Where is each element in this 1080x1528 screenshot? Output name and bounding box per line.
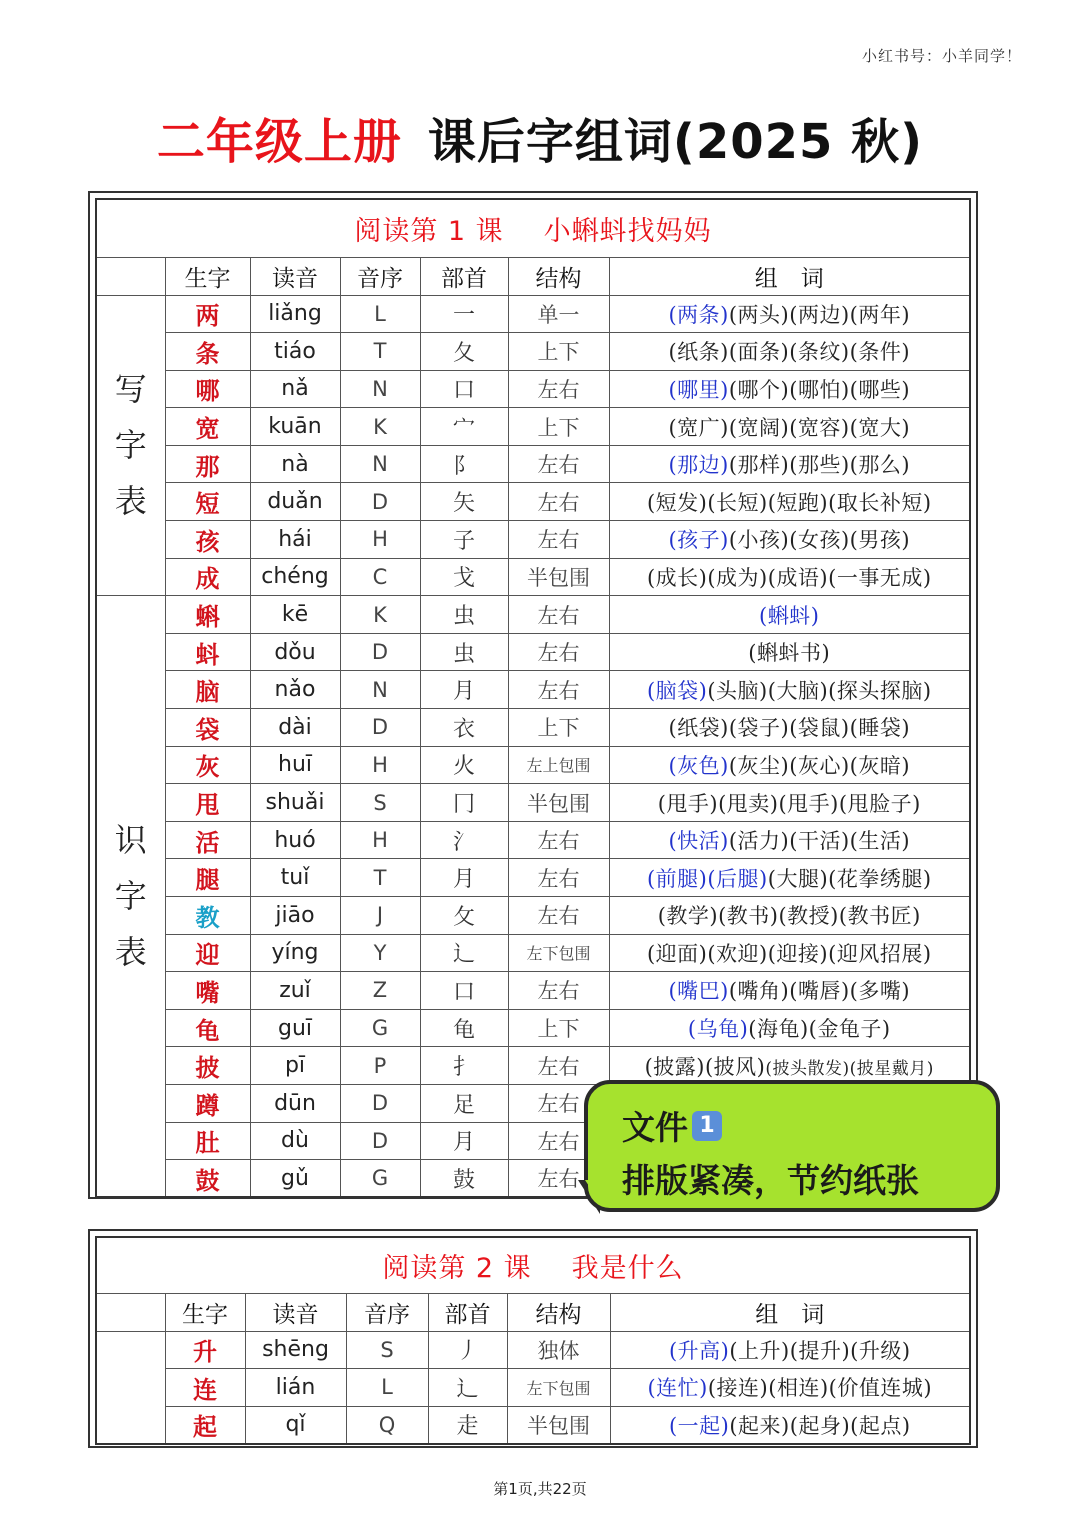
- radical-cell: 一: [420, 295, 508, 333]
- header-structure: 结构: [507, 1293, 610, 1331]
- order-cell: K: [340, 408, 420, 446]
- callout-line-1: [622, 1102, 996, 1149]
- other-words: (宽广)(宽阔)(宽容)(宽大): [668, 415, 911, 440]
- other-words: (起来)(起身)(起点): [729, 1413, 911, 1438]
- table-row: [96, 1369, 970, 1407]
- order-cell: Y: [340, 934, 420, 972]
- section-write-char: 表: [114, 482, 147, 521]
- other-words: (披露)(披风): [644, 1054, 766, 1079]
- lesson-1-frame: [88, 191, 978, 1199]
- table-row: [96, 709, 970, 747]
- structure-cell: 左右: [508, 859, 609, 897]
- table-row: [96, 1047, 970, 1085]
- order-cell: N: [340, 671, 420, 709]
- radical-cell: 冂: [420, 784, 508, 822]
- words-cell: [609, 633, 970, 671]
- pinyin-cell: jiāo: [250, 897, 340, 935]
- radical-cell: 鼓: [420, 1160, 508, 1198]
- other-words: (头脑)(大脑)(探头探脑): [707, 678, 932, 703]
- order-cell: T: [340, 333, 420, 371]
- section-write-char: 字: [114, 426, 147, 465]
- char-cell: 肚: [165, 1122, 250, 1160]
- header-pinyin: 读音: [245, 1293, 346, 1331]
- radical-cell: 戈: [420, 558, 508, 596]
- lesson-1-column-headers: [96, 257, 970, 295]
- order-cell: K: [340, 596, 420, 634]
- order-cell: L: [340, 295, 420, 333]
- radical-cell: 月: [420, 671, 508, 709]
- structure-cell: 左右: [508, 821, 609, 859]
- table-row: [96, 671, 970, 709]
- words-cell: [609, 934, 970, 972]
- highlight-words: (连忙): [647, 1376, 708, 1401]
- pinyin-cell: dūn: [250, 1084, 340, 1122]
- table-row: [96, 521, 970, 559]
- char-cell: 升: [165, 1331, 245, 1369]
- pinyin-cell: tiáo: [250, 333, 340, 371]
- highlight-words: (那边): [668, 453, 729, 478]
- radical-cell: 口: [420, 972, 508, 1010]
- char-cell: 两: [165, 295, 250, 333]
- order-cell: G: [340, 1160, 420, 1198]
- radical-cell: 龟: [420, 1009, 508, 1047]
- order-cell: D: [340, 1122, 420, 1160]
- pinyin-cell: zuǐ: [250, 972, 340, 1010]
- radical-cell: 火: [420, 746, 508, 784]
- radical-cell: 辶: [428, 1369, 507, 1407]
- highlight-words: (孩子): [668, 528, 729, 553]
- header-structure: 结构: [508, 257, 609, 295]
- watermark: 小红书号：小羊同学！: [861, 47, 1022, 65]
- radical-cell: 夂: [420, 333, 508, 371]
- pinyin-cell: dài: [250, 709, 340, 747]
- char-cell: 教: [165, 897, 250, 935]
- page-footer: 第1页,共22页: [493, 1480, 587, 1498]
- char-cell: 迎: [165, 934, 250, 972]
- structure-cell: 左右: [508, 633, 609, 671]
- header-order: 音序: [346, 1293, 428, 1331]
- structure-cell: 上下: [508, 1009, 609, 1047]
- pinyin-cell: kuān: [250, 408, 340, 446]
- highlight-words: (哪里): [668, 377, 729, 402]
- order-cell: S: [340, 784, 420, 822]
- lesson-2-subtitle: 我是什么: [571, 1252, 684, 1284]
- highlight-words: (一起): [668, 1413, 730, 1438]
- words-cell: [609, 333, 970, 371]
- radical-cell: 宀: [420, 408, 508, 446]
- words-cell: [609, 521, 970, 559]
- words-cell: [609, 596, 970, 634]
- pinyin-cell: gǔ: [250, 1160, 340, 1198]
- radical-cell: 扌: [420, 1047, 508, 1085]
- highlight-words: (脑袋): [646, 678, 708, 703]
- pinyin-cell: yíng: [250, 934, 340, 972]
- char-cell: 甩: [165, 784, 250, 822]
- structure-cell: 上下: [508, 408, 609, 446]
- pinyin-cell: duǎn: [250, 483, 340, 521]
- lesson-2-header: [96, 1237, 970, 1293]
- highlight-words: (两条): [668, 302, 729, 327]
- order-cell: L: [346, 1369, 428, 1407]
- header-words: 组 词: [609, 257, 970, 295]
- char-cell: 短: [165, 483, 250, 521]
- radical-cell: 阝: [420, 445, 508, 483]
- words-cell: [609, 746, 970, 784]
- other-words: (上升)(提升)(升级): [729, 1338, 911, 1363]
- radical-cell: 月: [420, 1122, 508, 1160]
- lesson-2-frame: [88, 1229, 978, 1448]
- words-cell: [609, 483, 970, 521]
- char-cell: 袋: [165, 709, 250, 747]
- header-blank: [96, 257, 165, 295]
- char-cell: 灰: [165, 746, 250, 784]
- table-row: [96, 483, 970, 521]
- char-cell: 哪: [165, 370, 250, 408]
- lesson-2-title: [96, 1237, 970, 1293]
- table-row: [96, 972, 970, 1010]
- other-words: (教学)(教书)(教授)(教书匠): [657, 904, 921, 929]
- order-cell: D: [340, 633, 420, 671]
- pinyin-cell: dǒu: [250, 633, 340, 671]
- lesson-1-header: [96, 199, 970, 257]
- section-blank: [96, 1331, 165, 1444]
- title-topic: 课后字组词(2025 秋): [427, 114, 924, 170]
- char-cell: 那: [165, 445, 250, 483]
- pinyin-cell: nǎo: [250, 671, 340, 709]
- header-pinyin: 读音: [250, 257, 340, 295]
- table-row: [96, 370, 970, 408]
- structure-cell: 左右: [508, 521, 609, 559]
- table-row: [96, 445, 970, 483]
- structure-cell: 左右: [508, 1160, 609, 1198]
- other-words: (大腿)(花拳绣腿): [767, 866, 932, 891]
- structure-cell: 左右: [508, 370, 609, 408]
- table-row: [96, 295, 970, 333]
- words-cell: [609, 709, 970, 747]
- words-cell: [610, 1369, 970, 1407]
- pinyin-cell: huó: [250, 821, 340, 859]
- table-row: [96, 1331, 970, 1369]
- highlight-words: (嘴巴): [668, 979, 729, 1004]
- words-cell: [609, 859, 970, 897]
- words-cell: [609, 1047, 970, 1085]
- words-cell: [609, 558, 970, 596]
- lesson-1-table: [95, 198, 971, 1198]
- table-row: [96, 633, 970, 671]
- callout-line-2: 排版紧凑，节约纸张: [622, 1161, 919, 1200]
- words-cell: [609, 972, 970, 1010]
- section-read: [96, 596, 165, 1198]
- words-cell: [609, 408, 970, 446]
- table-row: [96, 596, 970, 634]
- pinyin-cell: tuǐ: [250, 859, 340, 897]
- pinyin-cell: huī: [250, 746, 340, 784]
- table-row: [96, 1406, 970, 1444]
- pinyin-cell: nǎ: [250, 370, 340, 408]
- header-radical: 部首: [428, 1293, 507, 1331]
- structure-cell: 半包围: [508, 558, 609, 596]
- order-cell: J: [340, 897, 420, 935]
- structure-cell: 左右: [508, 483, 609, 521]
- callout-file-label: 文件: [622, 1108, 688, 1147]
- other-words: (甩手)(甩卖)(甩手)(甩脸子): [657, 791, 921, 816]
- structure-cell: 左右: [508, 445, 609, 483]
- header-words: 组 词: [610, 1293, 970, 1331]
- words-cell: [609, 295, 970, 333]
- radical-cell: 氵: [420, 821, 508, 859]
- order-cell: N: [340, 370, 420, 408]
- char-cell: 孩: [165, 521, 250, 559]
- other-words: (接连)(相连)(价值连城): [707, 1376, 933, 1401]
- highlight-words: (灰色): [668, 753, 729, 778]
- radical-cell: 衣: [420, 709, 508, 747]
- lesson-1-title: [96, 199, 970, 257]
- page-title: [0, 103, 1080, 172]
- structure-cell: 左上包围: [508, 746, 609, 784]
- highlight-words: (蝌蚪): [759, 603, 820, 628]
- structure-cell: 上下: [508, 333, 609, 371]
- radical-cell: 走: [428, 1406, 507, 1444]
- radical-cell: 足: [420, 1084, 508, 1122]
- table-row: [96, 784, 970, 822]
- order-cell: N: [340, 445, 420, 483]
- header-blank: [96, 1293, 165, 1331]
- highlight-words: (升高): [668, 1338, 730, 1363]
- section-read-char: 字: [114, 877, 147, 916]
- words-cell: [609, 784, 970, 822]
- words-cell: [609, 1009, 970, 1047]
- char-cell: 活: [165, 821, 250, 859]
- structure-cell: 半包围: [508, 784, 609, 822]
- words-cell: [609, 821, 970, 859]
- other-words: (蝌蚪书): [748, 641, 831, 666]
- char-cell: 脑: [165, 671, 250, 709]
- radical-cell: 月: [420, 859, 508, 897]
- highlight-words: (快活): [668, 829, 729, 854]
- radical-cell: 口: [420, 370, 508, 408]
- other-words: (哪个)(哪怕)(哪些): [728, 377, 911, 402]
- table-row: [96, 333, 970, 371]
- pinyin-cell: kē: [250, 596, 340, 634]
- structure-cell: 上下: [508, 709, 609, 747]
- order-cell: Z: [340, 972, 420, 1010]
- lesson-1-name: 阅读第 1 课: [354, 215, 504, 247]
- section-read-char: 表: [114, 933, 147, 972]
- number-one-icon: 1: [692, 1111, 722, 1141]
- char-cell: 披: [165, 1047, 250, 1085]
- table-row: [96, 408, 970, 446]
- section-write-char: 写: [114, 370, 147, 409]
- structure-cell: 左右: [508, 1084, 609, 1122]
- header-radical: 部首: [420, 257, 508, 295]
- char-cell: 蝌: [165, 596, 250, 634]
- other-words: (那样)(那些)(那么): [728, 453, 911, 478]
- order-cell: G: [340, 1009, 420, 1047]
- other-words-small: (披头散发)(披星戴月): [765, 1058, 934, 1079]
- words-cell: [609, 370, 970, 408]
- lesson-2-name: 阅读第 2 课: [382, 1252, 532, 1284]
- structure-cell: 左右: [508, 1122, 609, 1160]
- other-words: (活力)(干活)(生活): [728, 829, 911, 854]
- lesson-1-subtitle: 小蝌蚪找妈妈: [543, 215, 712, 247]
- pinyin-cell: hái: [250, 521, 340, 559]
- char-cell: 条: [165, 333, 250, 371]
- pinyin-cell: chéng: [250, 558, 340, 596]
- char-cell: 蚪: [165, 633, 250, 671]
- other-words: (成长)(成为)(成语)(一事无成): [646, 565, 932, 590]
- structure-cell: 左下包围: [507, 1369, 610, 1407]
- lesson-2-column-headers: [96, 1293, 970, 1331]
- structure-cell: 左右: [508, 1047, 609, 1085]
- order-cell: P: [340, 1047, 420, 1085]
- radical-cell: 丿: [428, 1331, 507, 1369]
- char-cell: 腿: [165, 859, 250, 897]
- words-cell: [609, 445, 970, 483]
- header-char: 生字: [165, 1293, 245, 1331]
- pinyin-cell: qǐ: [245, 1406, 346, 1444]
- pinyin-cell: dù: [250, 1122, 340, 1160]
- order-cell: D: [340, 1084, 420, 1122]
- char-cell: 连: [165, 1369, 245, 1407]
- radical-cell: 子: [420, 521, 508, 559]
- radical-cell: 虫: [420, 633, 508, 671]
- other-words: (纸条)(面条)(条纹)(条件): [668, 340, 911, 365]
- other-words: (迎面)(欢迎)(迎接)(迎风招展): [646, 941, 932, 966]
- other-words: (小孩)(女孩)(男孩): [728, 528, 911, 553]
- other-words: (两头)(两边)(两年): [728, 302, 911, 327]
- pinyin-cell: shēng: [245, 1331, 346, 1369]
- pinyin-cell: lián: [245, 1369, 346, 1407]
- radical-cell: 虫: [420, 596, 508, 634]
- other-words: (海龟)(金龟子): [748, 1017, 891, 1042]
- structure-cell: 单一: [508, 295, 609, 333]
- pinyin-cell: pī: [250, 1047, 340, 1085]
- pinyin-cell: liǎng: [250, 295, 340, 333]
- char-cell: 成: [165, 558, 250, 596]
- table-row: [96, 821, 970, 859]
- order-cell: H: [340, 821, 420, 859]
- structure-cell: 左右: [508, 596, 609, 634]
- other-words: (纸袋)(袋子)(袋鼠)(睡袋): [668, 716, 911, 741]
- table-row: [96, 897, 970, 935]
- order-cell: D: [340, 483, 420, 521]
- other-words: (嘴角)(嘴唇)(多嘴): [728, 979, 911, 1004]
- order-cell: T: [340, 859, 420, 897]
- char-cell: 起: [165, 1406, 245, 1444]
- highlight-words: (前腿)(后腿): [646, 866, 768, 891]
- order-cell: Q: [346, 1406, 428, 1444]
- header-order: 音序: [340, 257, 420, 295]
- char-cell: 鼓: [165, 1160, 250, 1198]
- other-words: (灰尘)(灰心)(灰暗): [728, 753, 911, 778]
- table-row: [96, 859, 970, 897]
- callout-tail-fill: [585, 1180, 601, 1204]
- char-cell: 嘴: [165, 972, 250, 1010]
- words-cell: [610, 1331, 970, 1369]
- structure-cell: 左右: [508, 897, 609, 935]
- other-words: (短发)(长短)(短跑)(取长补短): [646, 490, 932, 515]
- order-cell: H: [340, 521, 420, 559]
- pinyin-cell: guī: [250, 1009, 340, 1047]
- order-cell: D: [340, 709, 420, 747]
- structure-cell: 独体: [507, 1331, 610, 1369]
- structure-cell: 左下包围: [508, 934, 609, 972]
- words-cell: [610, 1406, 970, 1444]
- highlight-words: (乌龟): [687, 1017, 749, 1042]
- order-cell: H: [340, 746, 420, 784]
- radical-cell: 矢: [420, 483, 508, 521]
- radical-cell: 辶: [420, 934, 508, 972]
- table-row: [96, 746, 970, 784]
- callout-bubble: [584, 1080, 1000, 1212]
- table-row: [96, 1009, 970, 1047]
- structure-cell: 半包围: [507, 1406, 610, 1444]
- char-cell: 蹲: [165, 1084, 250, 1122]
- char-cell: 龟: [165, 1009, 250, 1047]
- structure-cell: 左右: [508, 972, 609, 1010]
- order-cell: S: [346, 1331, 428, 1369]
- section-write: [96, 295, 165, 596]
- char-cell: 宽: [165, 408, 250, 446]
- pinyin-cell: nà: [250, 445, 340, 483]
- title-grade: 二年级上册: [156, 114, 402, 170]
- section-read-char: 识: [114, 821, 147, 860]
- words-cell: [609, 671, 970, 709]
- words-cell: [609, 897, 970, 935]
- structure-cell: 左右: [508, 671, 609, 709]
- table-row: [96, 934, 970, 972]
- lesson-2-table: [95, 1236, 971, 1445]
- table-row: [96, 558, 970, 596]
- radical-cell: 攵: [420, 897, 508, 935]
- order-cell: C: [340, 558, 420, 596]
- pinyin-cell: shuǎi: [250, 784, 340, 822]
- header-char: 生字: [165, 257, 250, 295]
